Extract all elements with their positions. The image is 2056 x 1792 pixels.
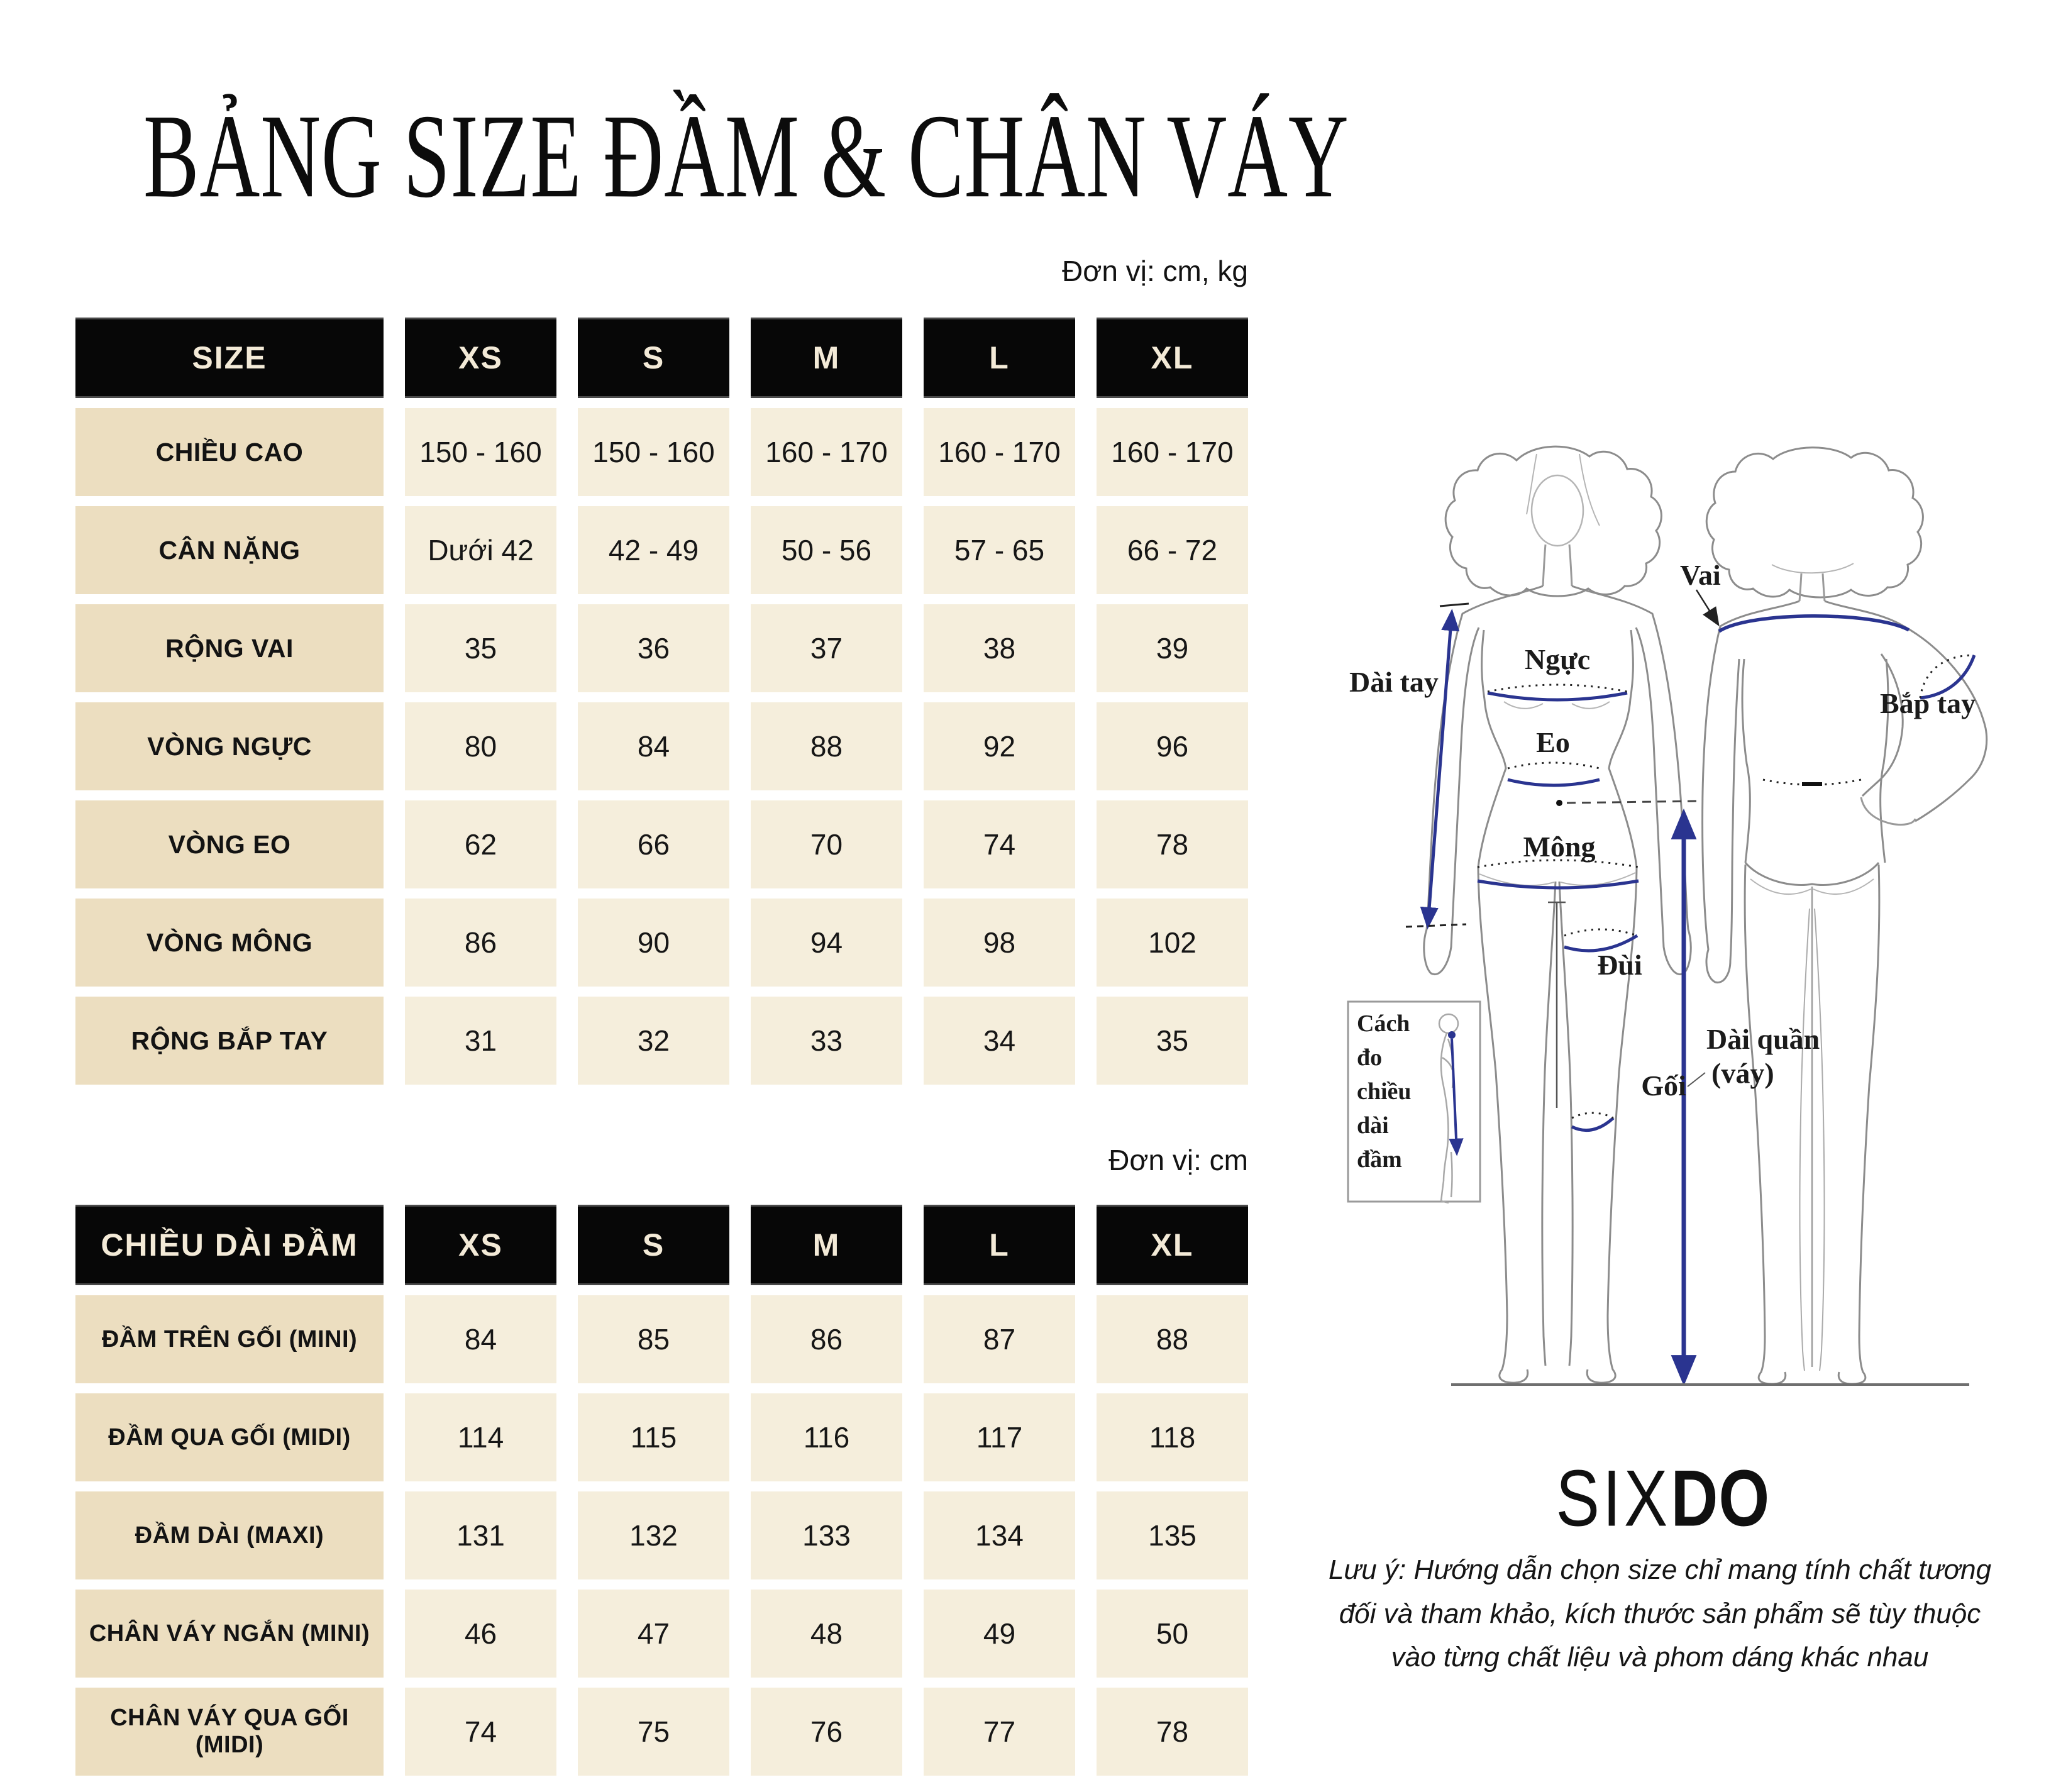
- row-label-cell: ĐẦM TRÊN GỐI (MINI): [75, 1295, 384, 1383]
- value-cell: 90: [578, 899, 729, 987]
- header-size-cell: XS: [405, 1205, 556, 1285]
- value-cell: 66 - 72: [1097, 506, 1248, 594]
- value-cell: 76: [751, 1688, 902, 1776]
- label-sleeve-length: Dài tay: [1349, 666, 1439, 698]
- value-cell: 150 - 160: [578, 408, 729, 496]
- value-cell: 57 - 65: [924, 506, 1075, 594]
- inset-label-line5: đầm: [1357, 1146, 1402, 1173]
- body-size-table: [75, 318, 1248, 1085]
- hip-reference-dot: [1556, 800, 1562, 806]
- value-cell: 114: [405, 1393, 556, 1481]
- header-size-cell: M: [751, 318, 902, 398]
- value-cell: 75: [578, 1688, 729, 1776]
- row-label-cell: CHIỀU CAO: [75, 408, 384, 496]
- value-cell: 77: [924, 1688, 1075, 1776]
- row-label-cell: CÂN NẶNG: [75, 506, 384, 594]
- value-cell: 94: [751, 899, 902, 987]
- value-cell: 35: [1097, 997, 1248, 1085]
- disclaimer-note: [1320, 1548, 1999, 1679]
- note-line-1: Lưu ý: Hướng dẫn chọn size chỉ mang tính chất tương: [1328, 1554, 1992, 1585]
- label-upper-arm: Bắp tay: [1880, 687, 1976, 719]
- value-cell: Dưới 42: [405, 506, 556, 594]
- header-size-cell: XL: [1097, 318, 1248, 398]
- header-size-cell: XS: [405, 318, 556, 398]
- logo-thin-part: SIX: [1556, 1454, 1671, 1544]
- value-cell: 84: [578, 702, 729, 790]
- value-cell: 96: [1097, 702, 1248, 790]
- value-cell: 32: [578, 997, 729, 1085]
- value-cell: 62: [405, 800, 556, 888]
- value-cell: 98: [924, 899, 1075, 987]
- header-label-cell: CHIỀU DÀI ĐẦM: [75, 1205, 384, 1285]
- value-cell: 85: [578, 1295, 729, 1383]
- row-label-cell: CHÂN VÁY QUA GỐI (MIDI): [75, 1688, 384, 1776]
- value-cell: 78: [1097, 800, 1248, 888]
- value-cell: 102: [1097, 899, 1248, 987]
- value-cell: 74: [405, 1688, 556, 1776]
- label-waist: Eo: [1536, 726, 1570, 758]
- value-cell: 37: [751, 604, 902, 692]
- value-cell: 150 - 160: [405, 408, 556, 496]
- value-cell: 160 - 170: [1097, 408, 1248, 496]
- label-garment-length-line2: (váy): [1711, 1057, 1774, 1089]
- value-cell: 118: [1097, 1393, 1248, 1481]
- back-figure-outline: [1703, 448, 1987, 1384]
- header-label-cell: SIZE: [75, 318, 384, 398]
- row-label-cell: VÒNG EO: [75, 800, 384, 888]
- value-cell: 34: [924, 997, 1075, 1085]
- value-cell: 132: [578, 1491, 729, 1579]
- value-cell: 116: [751, 1393, 902, 1481]
- sixdo-logo: [1515, 1454, 1811, 1545]
- row-label-cell: VÒNG NGỰC: [75, 702, 384, 790]
- value-cell: 47: [578, 1590, 729, 1678]
- measure-lines-blue: [1428, 612, 1974, 1381]
- inset-label-line2: đo: [1357, 1044, 1383, 1071]
- logo-bold-part: DO: [1671, 1454, 1771, 1544]
- value-cell: 31: [405, 997, 556, 1085]
- label-shoulder: Vai: [1680, 559, 1721, 591]
- label-garment-length-line1: Dài quần: [1706, 1023, 1820, 1055]
- value-cell: 135: [1097, 1491, 1248, 1579]
- value-cell: 74: [924, 800, 1075, 888]
- value-cell: 88: [1097, 1295, 1248, 1383]
- value-cell: 131: [405, 1491, 556, 1579]
- value-cell: 42 - 49: [578, 506, 729, 594]
- note-line-3: vào từng chất liệu và phom dáng khác nhau: [1391, 1642, 1929, 1673]
- value-cell: 50: [1097, 1590, 1248, 1678]
- row-label-cell: ĐẦM DÀI (MAXI): [75, 1491, 384, 1579]
- inset-measure-box: [1348, 1002, 1480, 1203]
- label-hip: Mông: [1523, 831, 1596, 863]
- value-cell: 115: [578, 1393, 729, 1481]
- value-cell: 88: [751, 702, 902, 790]
- value-cell: 84: [405, 1295, 556, 1383]
- value-cell: 50 - 56: [751, 506, 902, 594]
- label-knee: Gối: [1641, 1070, 1686, 1102]
- header-size-cell: L: [924, 318, 1075, 398]
- value-cell: 160 - 170: [751, 408, 902, 496]
- inset-label-line4: dài: [1357, 1112, 1389, 1139]
- row-label-cell: RỘNG VAI: [75, 604, 384, 692]
- header-size-cell: M: [751, 1205, 902, 1285]
- value-cell: 35: [405, 604, 556, 692]
- header-size-cell: S: [578, 1205, 729, 1285]
- row-label-cell: VÒNG MÔNG: [75, 899, 384, 987]
- value-cell: 86: [405, 899, 556, 987]
- value-cell: 49: [924, 1590, 1075, 1678]
- unit-label-cm-kg: Đơn vị: cm, kg: [1062, 255, 1248, 287]
- header-size-cell: S: [578, 318, 729, 398]
- header-size-cell: XL: [1097, 1205, 1248, 1285]
- page-title: BẢNG SIZE ĐẦM & CHÂN VÁY: [143, 90, 1349, 223]
- value-cell: 117: [924, 1393, 1075, 1481]
- dress-length-table: [75, 1205, 1248, 1776]
- value-cell: 133: [751, 1491, 902, 1579]
- value-cell: 70: [751, 800, 902, 888]
- value-cell: 87: [924, 1295, 1075, 1383]
- value-cell: 78: [1097, 1688, 1248, 1776]
- row-label-cell: CHÂN VÁY NGẮN (MINI): [75, 1590, 384, 1678]
- label-bust: Ngực: [1524, 643, 1591, 675]
- label-thigh: Đùi: [1597, 949, 1642, 981]
- row-label-cell: ĐẦM QUA GỐI (MIDI): [75, 1393, 384, 1481]
- header-size-cell: L: [924, 1205, 1075, 1285]
- value-cell: 36: [578, 604, 729, 692]
- row-label-cell: RỘNG BẮP TAY: [75, 997, 384, 1085]
- inset-label-line3: chiều: [1357, 1078, 1412, 1105]
- measure-lines-dashed: [1406, 590, 1974, 1118]
- value-cell: 86: [751, 1295, 902, 1383]
- unit-label-cm: Đơn vị: cm: [1108, 1144, 1248, 1176]
- value-cell: 46: [405, 1590, 556, 1678]
- value-cell: 33: [751, 997, 902, 1085]
- measurement-diagram: [1295, 377, 2050, 1421]
- value-cell: 39: [1097, 604, 1248, 692]
- value-cell: 134: [924, 1491, 1075, 1579]
- value-cell: 38: [924, 604, 1075, 692]
- value-cell: 48: [751, 1590, 902, 1678]
- note-line-2: đối và tham khảo, kích thước sản phẩm sẽ tùy thuộc: [1339, 1598, 1981, 1629]
- inset-label-line1: Cách: [1357, 1010, 1410, 1037]
- value-cell: 160 - 170: [924, 408, 1075, 496]
- value-cell: 80: [405, 702, 556, 790]
- value-cell: 92: [924, 702, 1075, 790]
- value-cell: 66: [578, 800, 729, 888]
